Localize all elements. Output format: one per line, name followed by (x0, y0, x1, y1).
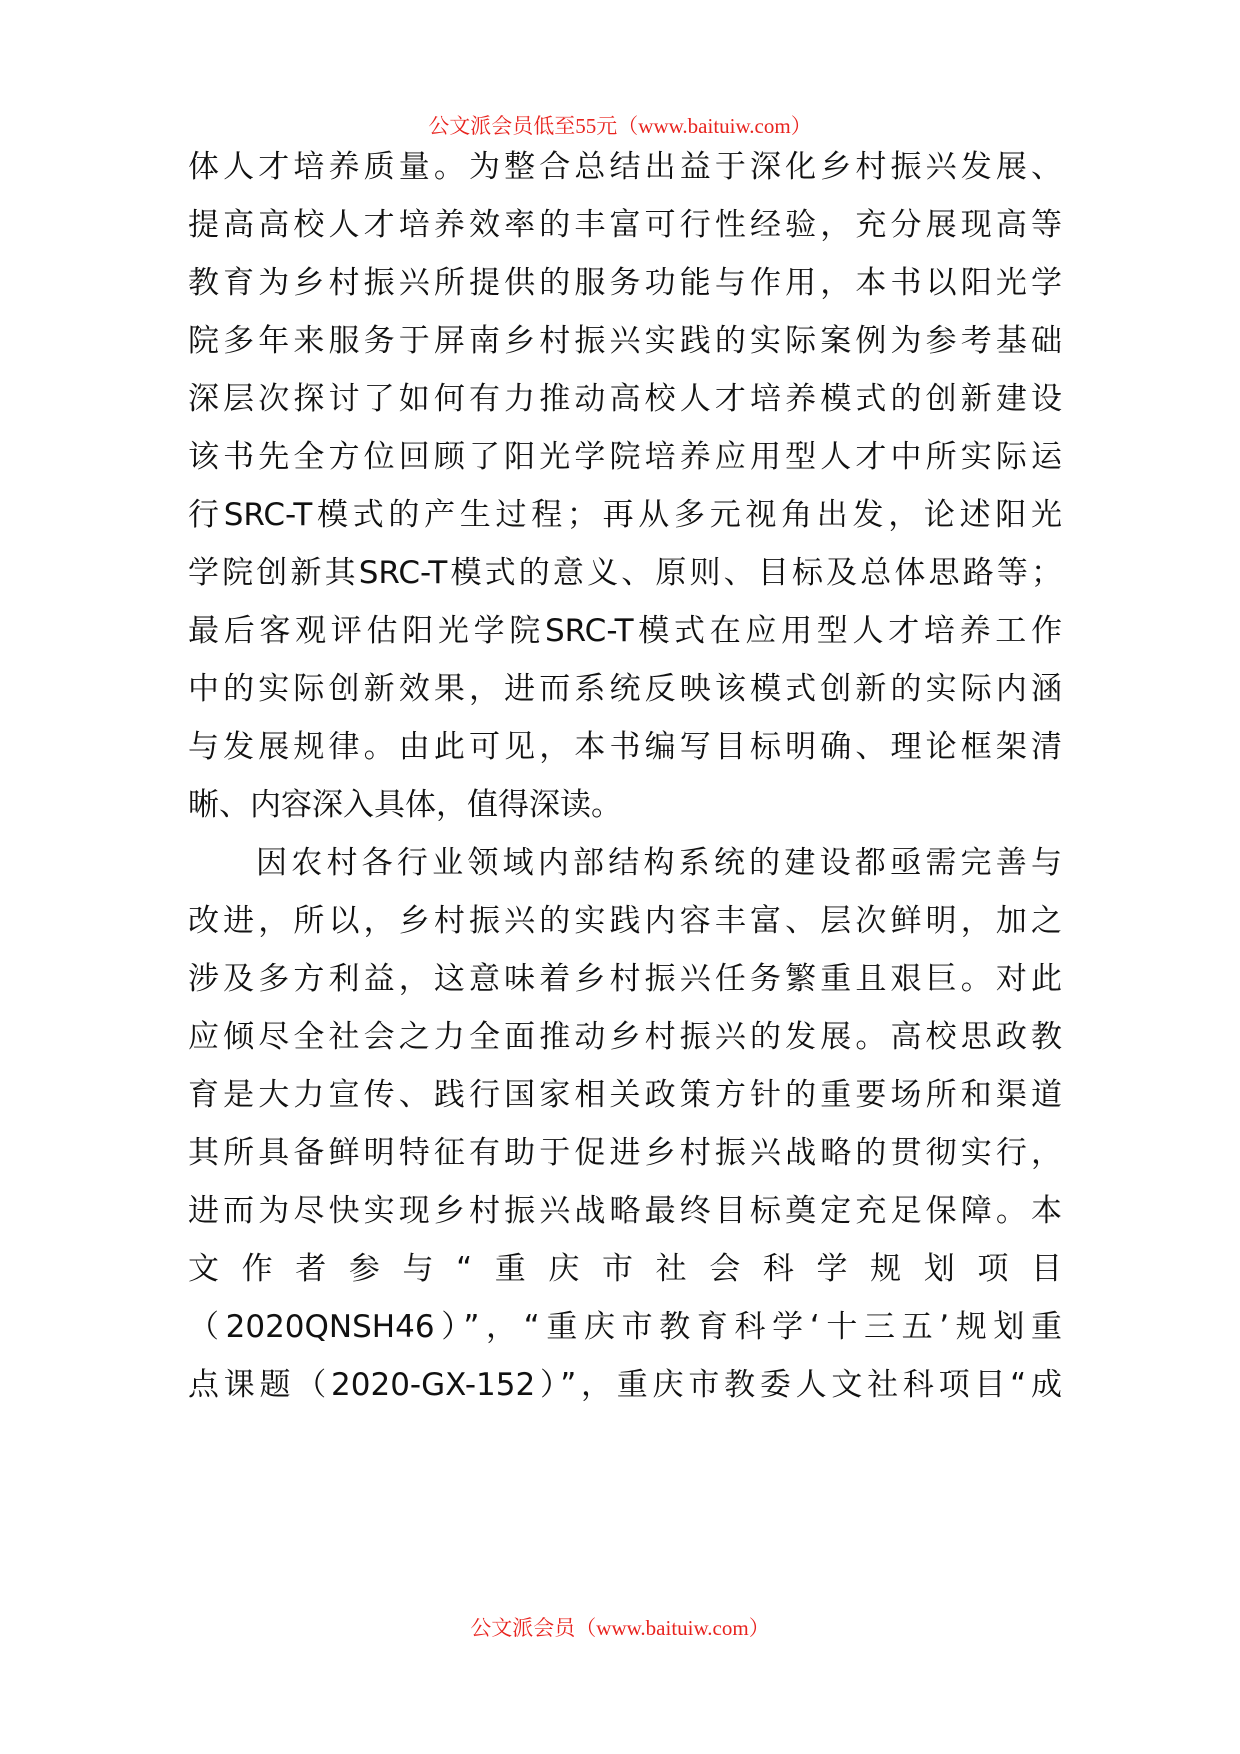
header-watermark: 公文派会员低至55元（www.baituiw.com） (428, 114, 812, 138)
body-line: 教育为乡村振兴所提供的服务功能与作用，本书以阳光学 (188, 265, 1062, 301)
paragraph-first-line: 因农村各行业领域内部结构系统的建设都亟需完善与 (256, 845, 1062, 881)
body-line: 体人才培养质量。为整合总结出益于深化乡村振兴发展、 (188, 149, 1062, 185)
body-line: 应倾尽全社会之力全面推动乡村振兴的发展。高校思政教 (188, 1019, 1062, 1055)
body-line: 提高高校人才培养效率的丰富可行性经验，充分展现高等 (188, 207, 1062, 243)
body-line: 涉及多方利益，这意味着乡村振兴任务繁重且艰巨。对此 (188, 961, 1062, 997)
body-line: 改进，所以，乡村振兴的实践内容丰富、层次鲜明，加之 (188, 903, 1062, 939)
body-line: 点课题（2020-GX-152）”，重庆市教委人文社科项目“成 (188, 1367, 1062, 1403)
body-line: 育是大力宣传、践行国家相关政策方针的重要场所和渠道 (188, 1077, 1062, 1113)
body-line: （2020QNSH46）”，“重庆市教育科学‘十三五’规划重 (188, 1309, 1062, 1345)
paragraph-end-line: 晰、内容深入具体，值得深读。 (188, 787, 622, 823)
body-line: 进而为尽快实现乡村振兴战略最终目标奠定充足保障。本 (188, 1193, 1062, 1229)
body-line: 最后客观评估阳光学院SRC-T模式在应用型人才培养工作 (188, 613, 1062, 649)
body-line: 与发展规律。由此可见，本书编写目标明确、理论框架清 (188, 729, 1062, 765)
body-line: 深层次探讨了如何有力推动高校人才培养模式的创新建设 (188, 381, 1062, 417)
body-line: 中的实际创新效果，进而系统反映该模式创新的实际内涵 (188, 671, 1062, 707)
body-line: 学院创新其SRC-T模式的意义、原则、目标及总体思路等； (188, 555, 1062, 591)
body-line: 文作者参与“重庆市社会科学规划项目 (188, 1251, 1062, 1287)
body-line: 其所具备鲜明特征有助于促进乡村振兴战略的贯彻实行， (188, 1135, 1062, 1171)
footer-watermark: 公文派会员（www.baituiw.com） (470, 1616, 770, 1640)
body-line: 行SRC-T模式的产生过程；再从多元视角出发，论述阳光 (188, 497, 1062, 533)
body-line: 院多年来服务于屏南乡村振兴实践的实际案例为参考基础 (188, 323, 1062, 359)
body-line: 该书先全方位回顾了阳光学院培养应用型人才中所实际运 (188, 439, 1062, 475)
